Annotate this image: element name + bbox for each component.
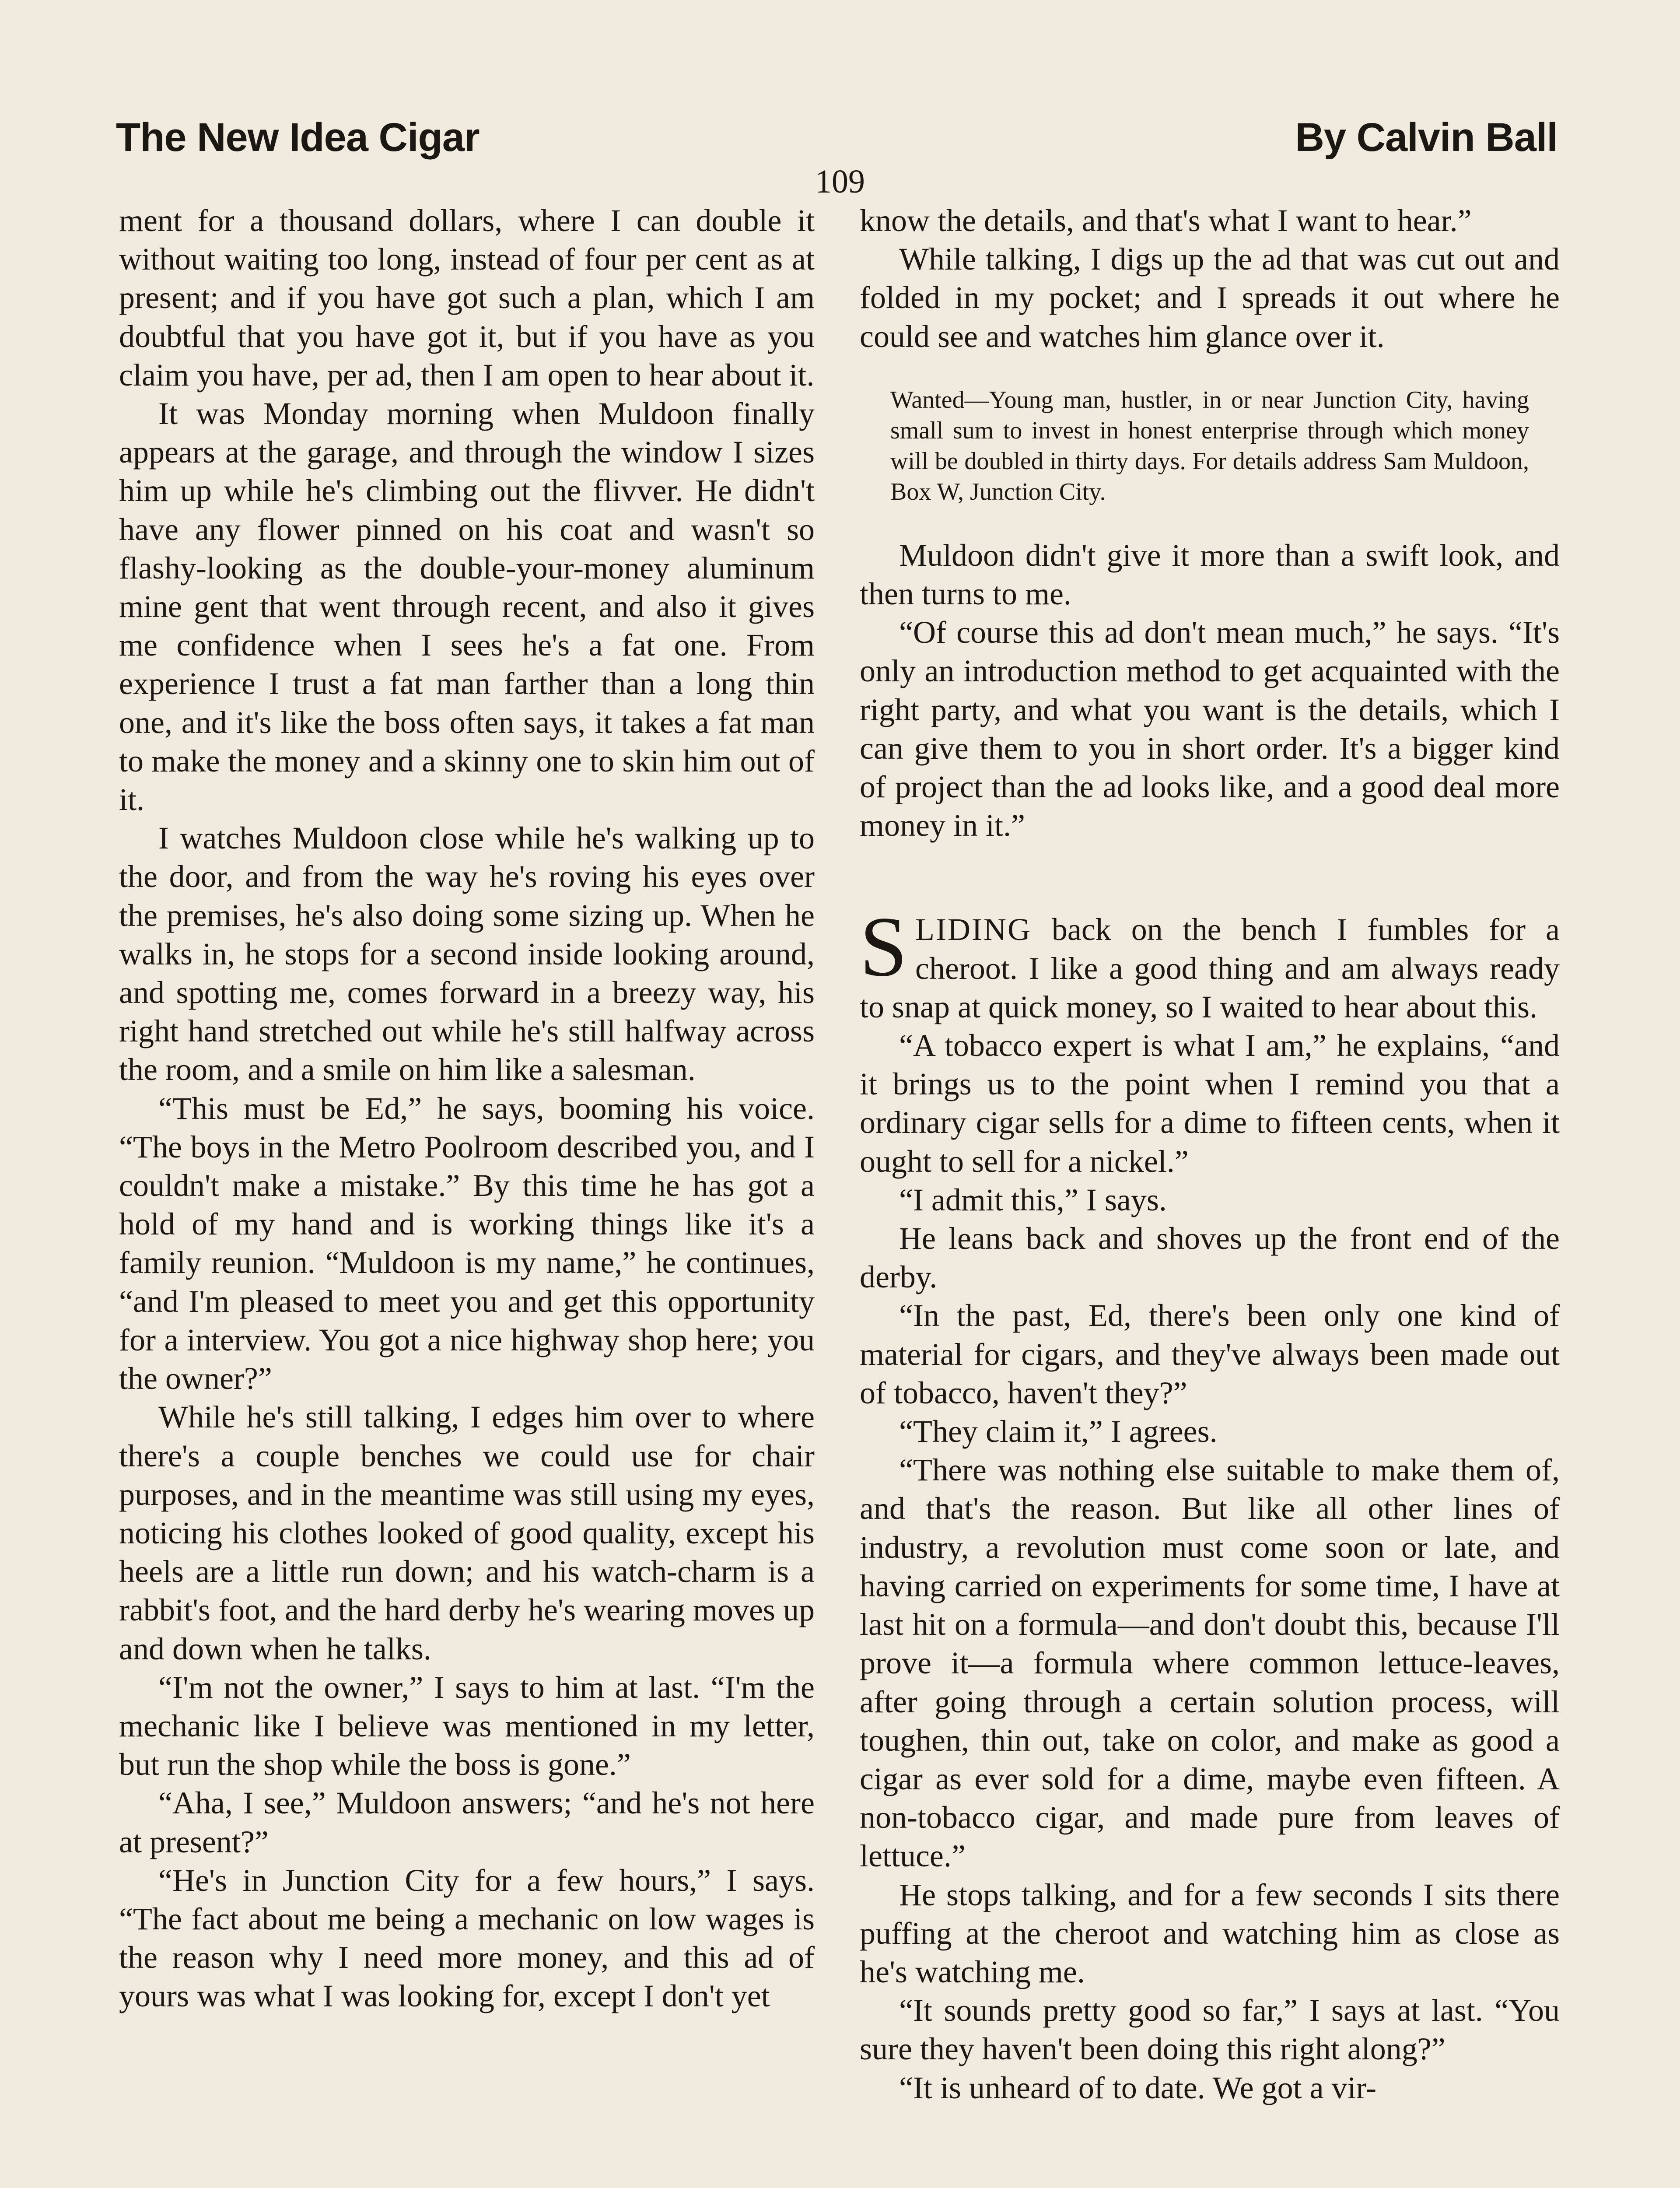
paragraph: It was Monday morning when Muldoon finally appears at the garage, and through the window I sizes him up while he's climbing out the flivver. He didn't have any flower pinned on his coat and wasn't so flashy-looking as the double-your-money aluminum mine gent that went through recent, and also it gives me confidence when I sees he's a fat one. From experience I trust a fat man farther than a long thin one, and it's like the boss often says, it takes a fat man to make the money and a skinny one to skin him out of it. bbox=[119, 396, 815, 817]
paragraph: He leans back and shoves up the front end of the derby. bbox=[860, 1221, 1560, 1295]
paragraph: He stops talking, and for a few seconds I sits there puffing at the cheroot and watching him as close as he's watching me. bbox=[860, 1877, 1560, 1989]
paragraph: “Of course this ad don't mean much,” he says. “It's only an introduction method to get acquainted with the right party, and what you want is the details, which I can give them to you in short order. It's a bigger kind of project than the ad looks like, and a good deal more money in it.” bbox=[860, 615, 1560, 843]
paragraph: know the details, and that's what I want to hear.” bbox=[860, 203, 1472, 238]
page-header bbox=[116, 115, 1558, 167]
author-byline: By Calvin Ball bbox=[1295, 115, 1558, 160]
paragraph: “I admit this,” I says. bbox=[899, 1182, 1167, 1217]
paragraph: “They claim it,” I agrees. bbox=[899, 1414, 1218, 1449]
paragraph: While he's still talking, I edges him over to where there's a couple benches we could use for chair purposes, and in the meantime was still using my eyes, noticing his clothes looked of good quality, except his heels are a little run down; and his watch-charm is a rabbit's foot, and the hard derby he's wearing moves up and down when he talks. bbox=[119, 1399, 815, 1666]
paragraph: “Aha, I see,” Muldoon answers; “and he's not here at present?” bbox=[119, 1785, 815, 1859]
section-break-text: back on the bench I fumbles for a cheroot. I like a good thing and am always ready to snap at quick money, so I waited to hear about this. bbox=[860, 912, 1560, 1024]
right-column bbox=[860, 201, 1560, 2107]
paragraph: ment for a thousand dollars, where I can double it without waiting too long, instead of four per cent as at present; and if you have got such a plan, which I am doubtful that you have got it, but if you have as you claim you have, per ad, then I am open to hear about it. bbox=[119, 203, 815, 393]
left-column bbox=[119, 201, 815, 2016]
paragraph: I watches Muldoon close while he's walking up to the door, and from the way he's roving his eyes over the premises, he's also doing some sizing up. When he walks in, he stops for a second inside looking around, and spotting me, comes forward in a breezy way, his right hand stretched out while he's still halfway across the room, and a smile on him like a salesman. bbox=[119, 820, 815, 1087]
page-number: 109 bbox=[815, 163, 865, 200]
lead-caps: LIDING bbox=[915, 912, 1032, 947]
drop-cap: S bbox=[860, 899, 908, 995]
paragraph: “He's in Junction City for a few hours,” I says. “The fact about me being a mechanic on low wages is the reason why I need more money, and this ad of yours was what I was looking for, except I don't yet bbox=[119, 1862, 815, 2014]
classified-ad bbox=[890, 385, 1529, 507]
paragraph: “I'm not the owner,” I says to him at last. “I'm the mechanic like I believe was mentioned in my letter, but run the shop while the boss is gone.” bbox=[119, 1669, 815, 1782]
paragraph: “This must be Ed,” he says, booming his voice. “The boys in the Metro Poolroom described you, and I couldn't make a mistake.” By this time he has got a hold of my hand and is working things like it's a family reunion. “Muldoon is my name,” he continues, “and I'm pleased to meet you and get this opportunity for a interview. You got a nice highway shop here; you the owner?” bbox=[119, 1090, 815, 1396]
paragraph: “There was nothing else suitable to make them of, and that's the reason. But like all other lines of industry, a revolution must come soon or late, and having carried on experiments for some time, I have at last hit on a formula—and don't doubt this, because I'll prove it—a formula where common lettuce-leaves, after going through a certain solution process, will toughen, thin out, take on color, and make as good a cigar as ever sold for a dime, maybe even fifteen. A non-tobacco cigar, and made pure from leaves of lettuce.” bbox=[860, 1452, 1560, 1874]
paragraph: “In the past, Ed, there's been only one kind of material for cigars, and they've always been made out of tobacco, haven't they?” bbox=[860, 1298, 1560, 1410]
section-break-paragraph bbox=[860, 899, 1560, 1026]
paragraph: “A tobacco expert is what I am,” he explains, “and it brings us to the point when I remind you that a ordinary cigar sells for a dime to fifteen cents, when it ought to sell for a nickel.” bbox=[860, 1028, 1560, 1179]
paragraph: While talking, I digs up the ad that was cut out and folded in my pocket; and I spreads it out where he could see and watches him glance over it. bbox=[860, 242, 1560, 354]
ad-text: Wanted—Young man, hustler, in or near Junction City, having small sum to invest in honest enterprise through which money will be doubled in thirty days. For details address Sam Muldoon, Box W, Junction City. bbox=[890, 386, 1529, 505]
paragraph: “It is unheard of to date. We got a vir- bbox=[899, 2070, 1377, 2105]
paragraph: Muldoon didn't give it more than a swift look, and then turns to me. bbox=[860, 537, 1560, 612]
paragraph: “It sounds pretty good so far,” I says at last. “You sure they haven't been doing this right along?” bbox=[860, 1993, 1560, 2067]
story-title: The New Idea Cigar bbox=[116, 115, 480, 160]
